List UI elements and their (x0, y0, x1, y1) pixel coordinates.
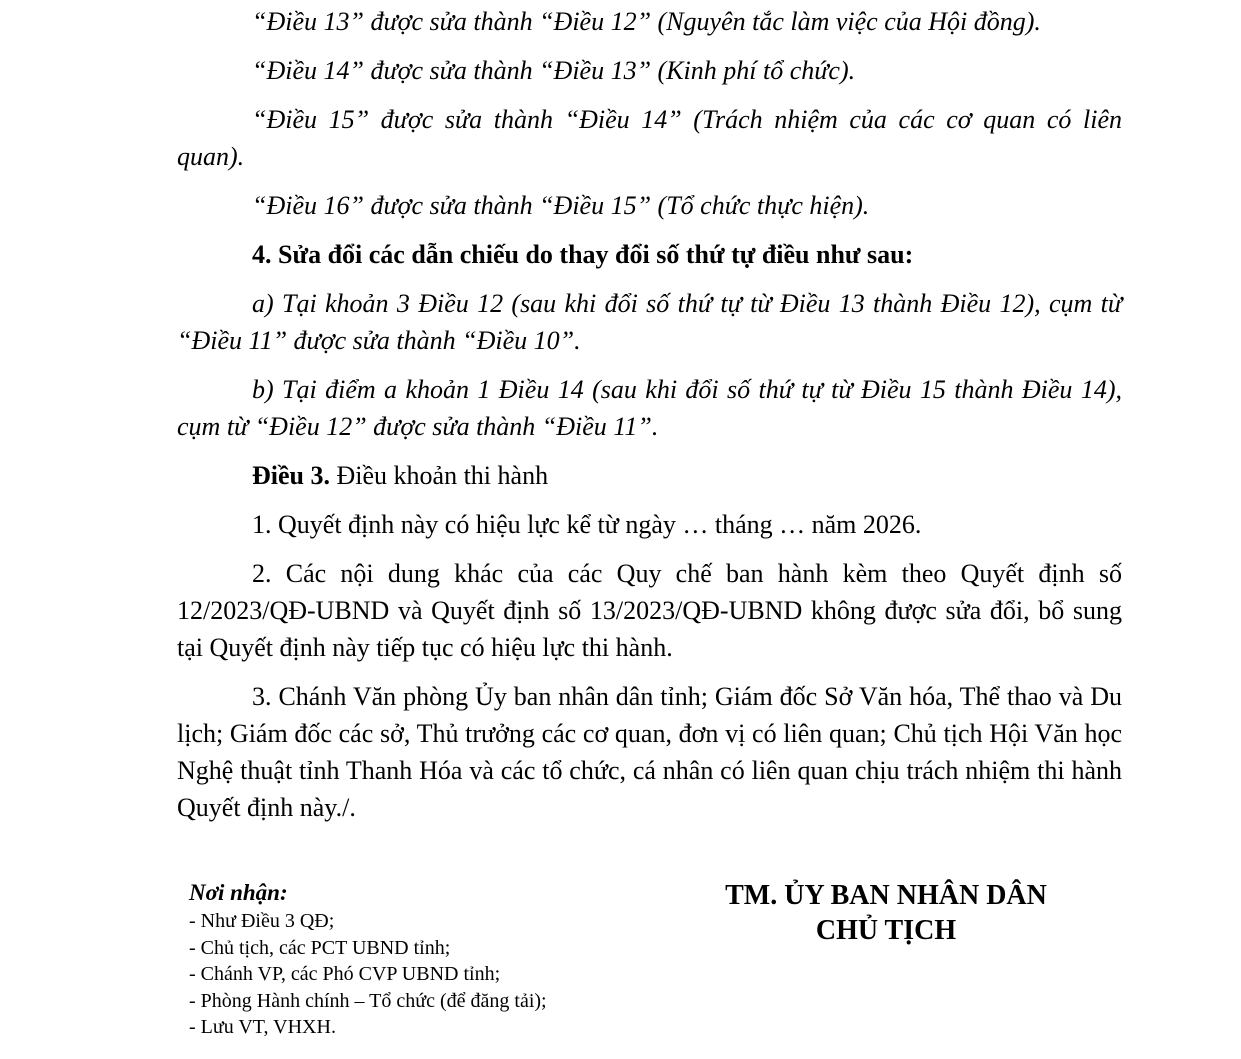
amendment-paragraph-dieu-15: “Điều 15” được sửa thành “Điều 14” (Trách nhiệm của các cơ quan có liên quan). (177, 105, 1122, 171)
recipient-item: - Phòng Hành chính – Tổ chức (để đăng tải); (189, 989, 547, 1012)
signature-title: CHỦ TỊCH (815, 915, 957, 946)
reference-amendment-a: a) Tại khoản 3 Điều 12 (sau khi đổi số thứ tự từ Điều 13 thành Điều 12), cụm từ “Điều 11” được sửa thành “Điều 10”. (177, 289, 1122, 355)
article-3-title: Điều khoản thi hành (330, 461, 549, 490)
recipients-block (189, 878, 669, 1041)
clause-3-responsibility: 3. Chánh Văn phòng Ủy ban nhân dân tỉnh; Giám đốc Sở Văn hóa, Thể thao và Du lịch; Giám đốc các sở, Thủ trưởng các cơ quan, đơn vị có liên quan; Chủ tịch Hội Văn học Nghệ thuật tỉnh Thanh Hóa và các tổ chức, cá nhân có liên quan chịu trách nhiệm thi hành Quyết định này./. (177, 682, 1122, 822)
clause-2-other-content: 2. Các nội dung khác của các Quy chế ban hành kèm theo Quyết định số 12/2023/QĐ-UBND và Quyết định số 13/2023/QĐ-UBND không được sửa đổi, bổ sung tại Quyết định này tiếp tục có hiệu lực thi hành. (177, 559, 1122, 662)
recipient-item: - Chủ tịch, các PCT UBND tỉnh; (189, 936, 451, 959)
reference-amendment-b: b) Tại điểm a khoản 1 Điều 14 (sau khi đổi số thứ tự từ Điều 15 thành Điều 14), cụm từ “Điều 12” được sửa thành “Điều 11”. (177, 375, 1122, 441)
document-body (177, 3, 1122, 838)
article-3-heading (177, 457, 1122, 494)
amendment-paragraph-dieu-14: “Điều 14” được sửa thành “Điều 13” (Kinh phí tổ chức). (252, 56, 856, 85)
signature-authority: TM. ỦY BAN NHÂN DÂN (725, 880, 1047, 911)
article-3-label: Điều 3. (252, 461, 330, 490)
recipient-item: - Như Điều 3 QĐ; (189, 910, 335, 932)
amendment-paragraph-dieu-13: “Điều 13” được sửa thành “Điều 12” (Nguyên tắc làm việc của Hội đồng). (252, 7, 1041, 36)
section-heading-references: 4. Sửa đổi các dẫn chiếu do thay đổi số thứ tự điều như sau: (252, 240, 914, 269)
recipient-item: - Chánh VP, các Phó CVP UBND tỉnh; (189, 963, 501, 985)
recipients-title: Nơi nhận: (189, 880, 288, 905)
amendment-paragraph-dieu-16: “Điều 16” được sửa thành “Điều 15” (Tổ chức thực hiện). (252, 191, 870, 220)
clause-1-effective-date: 1. Quyết định này có hiệu lực kể từ ngày … tháng … năm 2026. (252, 510, 922, 539)
signature-block (686, 878, 1086, 948)
recipient-item: - Lưu VT, VHXH. (189, 1016, 336, 1038)
recipients-list (189, 908, 669, 1041)
